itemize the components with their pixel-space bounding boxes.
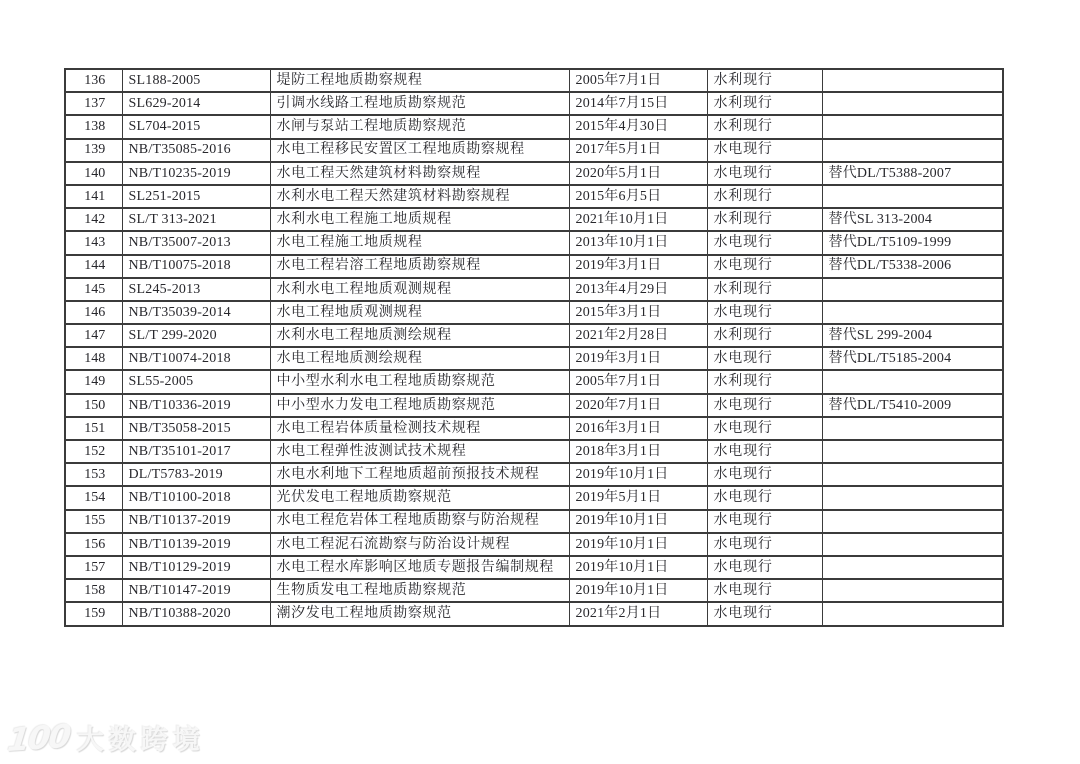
- cell-no: 157: [65, 556, 122, 579]
- table-row: [65, 162, 1003, 185]
- cell-name: 水闸与泵站工程地质勘察规范: [270, 115, 569, 138]
- watermark-brand-text: 大数跨境: [76, 725, 205, 756]
- cell-no: 158: [65, 579, 122, 602]
- table-row: [65, 69, 1003, 92]
- cell-note: [822, 139, 1003, 162]
- table-row: [65, 231, 1003, 254]
- cell-name: 堤防工程地质勘察规程: [270, 69, 569, 92]
- table-row: [65, 533, 1003, 556]
- cell-no: 148: [65, 347, 122, 370]
- cell-date: 2013年4月29日: [569, 278, 707, 301]
- table-row: [65, 139, 1003, 162]
- cell-name: 水电工程弹性波测试技术规程: [270, 440, 569, 463]
- cell-date: 2021年2月1日: [569, 602, 707, 625]
- cell-name: 水电工程天然建筑材料勘察规程: [270, 162, 569, 185]
- cell-code: NB/T10139-2019: [122, 533, 270, 556]
- cell-status: 水电现行: [707, 301, 822, 324]
- cell-status: 水利现行: [707, 69, 822, 92]
- cell-name: 水电工程移民安置区工程地质勘察规程: [270, 139, 569, 162]
- cell-code: NB/T35007-2013: [122, 231, 270, 254]
- cell-date: 2019年5月1日: [569, 486, 707, 509]
- cell-no: 156: [65, 533, 122, 556]
- cell-note: [822, 69, 1003, 92]
- cell-date: 2005年7月1日: [569, 370, 707, 393]
- cell-status: 水电现行: [707, 394, 822, 417]
- cell-note: [822, 602, 1003, 625]
- table-row: [65, 602, 1003, 625]
- cell-status: 水利现行: [707, 115, 822, 138]
- table-row: [65, 347, 1003, 370]
- cell-note: [822, 510, 1003, 533]
- cell-note: 替代DL/T5185-2004: [822, 347, 1003, 370]
- cell-code: SL245-2013: [122, 278, 270, 301]
- cell-status: 水电现行: [707, 417, 822, 440]
- cell-status: 水利现行: [707, 278, 822, 301]
- cell-code: NB/T35039-2014: [122, 301, 270, 324]
- cell-no: 153: [65, 463, 122, 486]
- cell-date: 2019年10月1日: [569, 556, 707, 579]
- cell-note: 替代SL 299-2004: [822, 324, 1003, 347]
- cell-note: [822, 92, 1003, 115]
- cell-name: 水利水电工程地质测绘规程: [270, 324, 569, 347]
- cell-name: 水电工程水库影响区地质专题报告编制规程: [270, 556, 569, 579]
- cell-name: 生物质发电工程地质勘察规范: [270, 579, 569, 602]
- cell-status: 水电现行: [707, 486, 822, 509]
- cell-code: NB/T10137-2019: [122, 510, 270, 533]
- cell-name: 水电工程地质观测规程: [270, 301, 569, 324]
- table-row: [65, 556, 1003, 579]
- cell-code: NB/T35101-2017: [122, 440, 270, 463]
- cell-note: [822, 301, 1003, 324]
- table-row: [65, 255, 1003, 278]
- table-row: [65, 510, 1003, 533]
- cell-no: 137: [65, 92, 122, 115]
- cell-no: 142: [65, 208, 122, 231]
- cell-code: NB/T10075-2018: [122, 255, 270, 278]
- cell-note: [822, 440, 1003, 463]
- cell-name: 中小型水力发电工程地质勘察规范: [270, 394, 569, 417]
- cell-code: SL251-2015: [122, 185, 270, 208]
- cell-status: 水电现行: [707, 602, 822, 625]
- table-row: [65, 370, 1003, 393]
- cell-name: 光伏发电工程地质勘察规范: [270, 486, 569, 509]
- table-row: [65, 579, 1003, 602]
- cell-no: 138: [65, 115, 122, 138]
- table-row: [65, 185, 1003, 208]
- cell-name: 水电工程地质测绘规程: [270, 347, 569, 370]
- cell-note: [822, 115, 1003, 138]
- cell-no: 139: [65, 139, 122, 162]
- cell-date: 2005年7月1日: [569, 69, 707, 92]
- cell-status: 水电现行: [707, 463, 822, 486]
- cell-date: 2013年10月1日: [569, 231, 707, 254]
- cell-date: 2015年6月5日: [569, 185, 707, 208]
- cell-code: NB/T10388-2020: [122, 602, 270, 625]
- cell-date: 2019年3月1日: [569, 347, 707, 370]
- table-row: [65, 324, 1003, 347]
- cell-status: 水电现行: [707, 533, 822, 556]
- table-row: [65, 278, 1003, 301]
- cell-status: 水利现行: [707, 370, 822, 393]
- cell-date: 2021年10月1日: [569, 208, 707, 231]
- cell-status: 水电现行: [707, 255, 822, 278]
- cell-date: 2019年10月1日: [569, 579, 707, 602]
- cell-status: 水电现行: [707, 139, 822, 162]
- cell-code: NB/T10235-2019: [122, 162, 270, 185]
- cell-no: 151: [65, 417, 122, 440]
- cell-date: 2020年7月1日: [569, 394, 707, 417]
- cell-no: 140: [65, 162, 122, 185]
- cell-date: 2019年10月1日: [569, 510, 707, 533]
- cell-name: 水电工程岩溶工程地质勘察规程: [270, 255, 569, 278]
- standards-table-body: [65, 69, 1003, 626]
- cell-name: 水利水电工程施工地质规程: [270, 208, 569, 231]
- table-row: [65, 417, 1003, 440]
- cell-date: 2014年7月15日: [569, 92, 707, 115]
- cell-code: SL629-2014: [122, 92, 270, 115]
- cell-no: 146: [65, 301, 122, 324]
- cell-code: SL704-2015: [122, 115, 270, 138]
- cell-note: [822, 278, 1003, 301]
- cell-date: 2019年10月1日: [569, 463, 707, 486]
- cell-note: 替代DL/T5109-1999: [822, 231, 1003, 254]
- cell-no: 154: [65, 486, 122, 509]
- cell-status: 水利现行: [707, 185, 822, 208]
- table-row: [65, 463, 1003, 486]
- watermark-logo-icon: 100: [5, 716, 72, 759]
- cell-status: 水电现行: [707, 347, 822, 370]
- cell-name: 水电工程施工地质规程: [270, 231, 569, 254]
- cell-no: 155: [65, 510, 122, 533]
- cell-date: 2020年5月1日: [569, 162, 707, 185]
- cell-status: 水电现行: [707, 231, 822, 254]
- table-row: [65, 486, 1003, 509]
- cell-name: 水电工程泥石流勘察与防治设计规程: [270, 533, 569, 556]
- cell-code: NB/T10336-2019: [122, 394, 270, 417]
- cell-no: 149: [65, 370, 122, 393]
- cell-name: 水利水电工程地质观测规程: [270, 278, 569, 301]
- cell-note: 替代SL 313-2004: [822, 208, 1003, 231]
- cell-status: 水利现行: [707, 208, 822, 231]
- cell-note: [822, 556, 1003, 579]
- cell-code: DL/T5783-2019: [122, 463, 270, 486]
- cell-note: 替代DL/T5388-2007: [822, 162, 1003, 185]
- cell-note: 替代DL/T5338-2006: [822, 255, 1003, 278]
- cell-status: 水电现行: [707, 510, 822, 533]
- cell-no: 147: [65, 324, 122, 347]
- cell-name: 水电工程岩体质量检测技术规程: [270, 417, 569, 440]
- cell-code: NB/T10147-2019: [122, 579, 270, 602]
- cell-code: SL188-2005: [122, 69, 270, 92]
- cell-note: [822, 463, 1003, 486]
- cell-name: 水电工程危岩体工程地质勘察与防治规程: [270, 510, 569, 533]
- cell-note: [822, 185, 1003, 208]
- standards-table: [64, 68, 1004, 627]
- cell-status: 水电现行: [707, 440, 822, 463]
- cell-note: [822, 417, 1003, 440]
- cell-date: 2018年3月1日: [569, 440, 707, 463]
- cell-name: 水利水电工程天然建筑材料勘察规程: [270, 185, 569, 208]
- cell-date: 2019年10月1日: [569, 533, 707, 556]
- cell-note: [822, 579, 1003, 602]
- cell-note: [822, 533, 1003, 556]
- cell-no: 152: [65, 440, 122, 463]
- cell-no: 144: [65, 255, 122, 278]
- cell-date: 2021年2月28日: [569, 324, 707, 347]
- cell-name: 中小型水利水电工程地质勘察规范: [270, 370, 569, 393]
- cell-name: 潮汐发电工程地质勘察规范: [270, 602, 569, 625]
- cell-code: SL55-2005: [122, 370, 270, 393]
- cell-date: 2017年5月1日: [569, 139, 707, 162]
- cell-code: NB/T35085-2016: [122, 139, 270, 162]
- cell-date: 2016年3月1日: [569, 417, 707, 440]
- cell-note: 替代DL/T5410-2009: [822, 394, 1003, 417]
- watermark: [5, 716, 205, 759]
- cell-no: 150: [65, 394, 122, 417]
- cell-code: NB/T10100-2018: [122, 486, 270, 509]
- cell-no: 159: [65, 602, 122, 625]
- table-row: [65, 301, 1003, 324]
- table-row: [65, 394, 1003, 417]
- table-row: [65, 115, 1003, 138]
- cell-no: 143: [65, 231, 122, 254]
- cell-code: NB/T10129-2019: [122, 556, 270, 579]
- cell-code: SL/T 299-2020: [122, 324, 270, 347]
- cell-status: 水电现行: [707, 162, 822, 185]
- cell-code: NB/T35058-2015: [122, 417, 270, 440]
- cell-name: 引调水线路工程地质勘察规范: [270, 92, 569, 115]
- cell-date: 2019年3月1日: [569, 255, 707, 278]
- cell-no: 141: [65, 185, 122, 208]
- cell-no: 136: [65, 69, 122, 92]
- table-row: [65, 92, 1003, 115]
- cell-note: [822, 370, 1003, 393]
- cell-status: 水利现行: [707, 324, 822, 347]
- cell-code: NB/T10074-2018: [122, 347, 270, 370]
- cell-status: 水电现行: [707, 556, 822, 579]
- cell-status: 水利现行: [707, 92, 822, 115]
- cell-date: 2015年3月1日: [569, 301, 707, 324]
- table-row: [65, 208, 1003, 231]
- table-row: [65, 440, 1003, 463]
- cell-code: SL/T 313-2021: [122, 208, 270, 231]
- cell-note: [822, 486, 1003, 509]
- cell-name: 水电水利地下工程地质超前预报技术规程: [270, 463, 569, 486]
- cell-no: 145: [65, 278, 122, 301]
- cell-date: 2015年4月30日: [569, 115, 707, 138]
- cell-status: 水电现行: [707, 579, 822, 602]
